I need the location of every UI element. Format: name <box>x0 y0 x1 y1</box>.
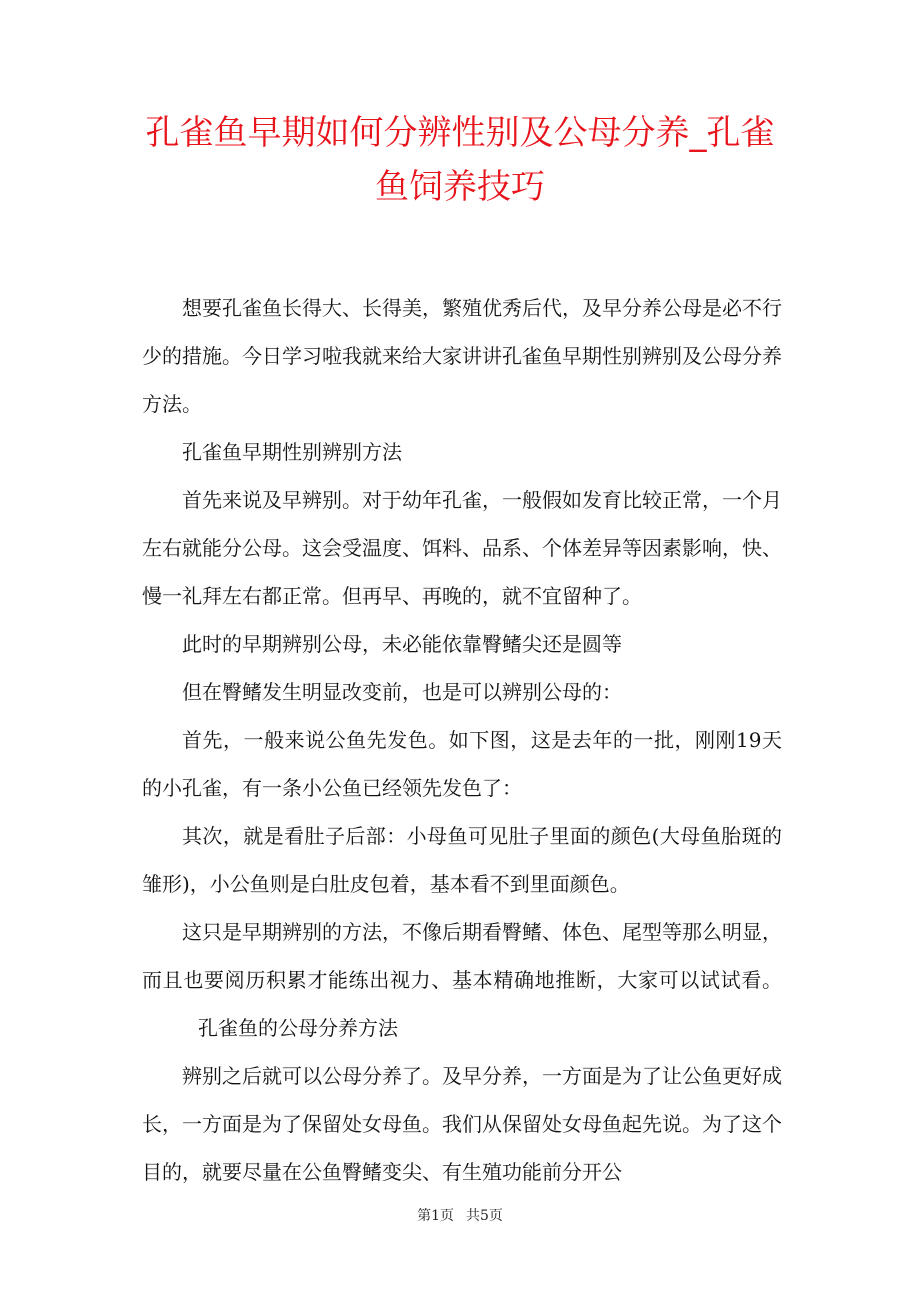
page-total: 共5页 <box>466 1208 503 1224</box>
document-body <box>142 284 782 1196</box>
section-heading-separation: 孔雀鱼的公母分养方法 <box>198 1016 398 1040</box>
paragraph-early-method-summary <box>142 908 782 1052</box>
paragraph-before-fin-change: 但在臀鳍发生明显改变前，也是可以辨别公母的： <box>182 680 622 704</box>
paragraph-separation-method: 辨别之后就可以公母分养了。及早分养，一方面是为了让公鱼更好成长，一方面是为了保留处女母鱼。我们从保留处女母鱼起先说。为了这个目的，就要尽量在公鱼臀鳍变尖、有生殖功能前分开公 <box>142 1064 782 1184</box>
paragraph-intro: 想要孔雀鱼长得大、长得美，繁殖优秀后代，及早分养公母是必不行少的措施。今日学习啦我就来给大家讲讲孔雀鱼早期性别辨别及公母分养方法。 <box>142 296 782 416</box>
page-number: 第1页 <box>417 1208 454 1224</box>
title-line-2: 鱼饲养技巧 <box>375 167 545 207</box>
paragraph-male-color-first: 首先，一般来说公鱼先发色。如下图，这是去年的一批，刚刚19天的小孔雀，有一条小公鱼已经领先发色了： <box>142 728 782 800</box>
title-line-1: 孔雀鱼早期如何分辨性别及公母分养_孔雀 <box>145 113 775 153</box>
section-heading-early-sexing: 孔雀鱼早期性别辨别方法 <box>182 440 402 464</box>
paragraph-method-note: 这只是早期辨别的方法，不像后期看臀鳍、体色、尾型等那么明显，而且也要阅历积累才能练出视力、基本精确地推断，大家可以试试看。 <box>142 920 782 992</box>
paragraph-early-identification: 首先来说及早辨别。对于幼年孔雀，一般假如发育比较正常，一个月左右就能分公母。这会受温度、饵料、品系、个体差异等因素影响，快、慢一礼拜左右都正常。但再早、再晚的，就不宜留种了。 <box>142 488 782 608</box>
page-footer <box>0 1206 920 1226</box>
paragraph-belly-check: 其次，就是看肚子后部：小母鱼可见肚子里面的颜色(大母鱼胎斑的雏形)，小公鱼则是白肚皮包着，基本看不到里面颜色。 <box>142 824 782 896</box>
document-title <box>120 106 800 214</box>
paragraph-anal-fin-note: 此时的早期辨别公母，未必能依靠臀鳍尖还是圆等 <box>182 632 622 656</box>
